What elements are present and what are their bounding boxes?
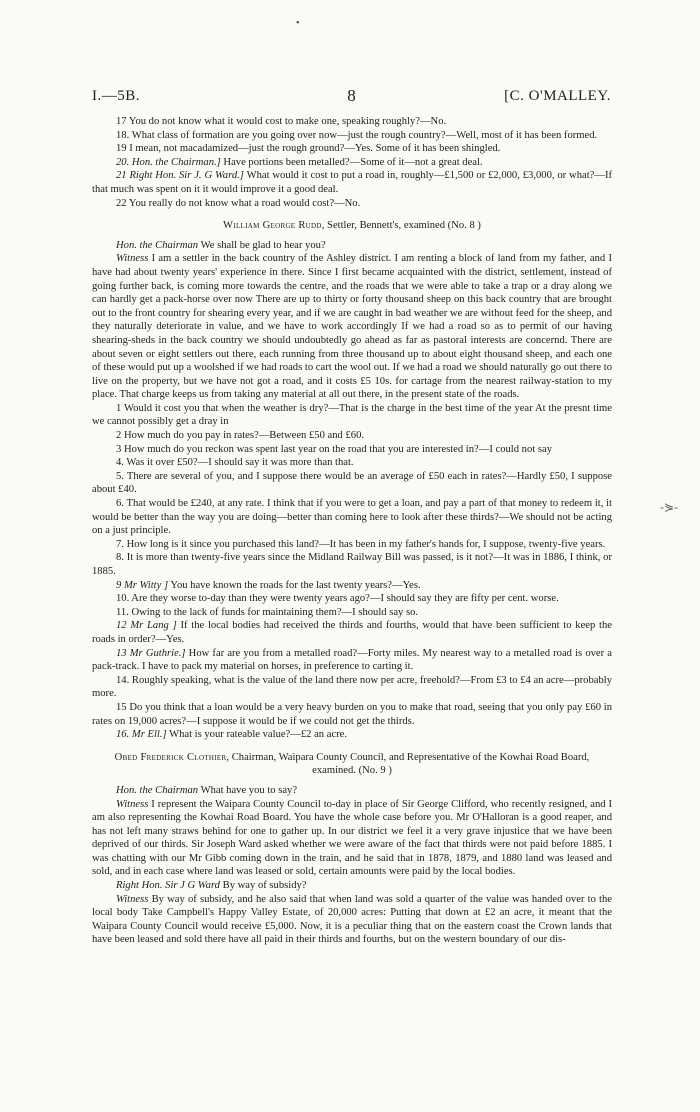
evidence-paragraph (92, 402, 612, 429)
evidence-paragraph (92, 252, 612, 402)
paragraph-text: 11. Owing to the lack of funds for maintaining them?—I should say so. (116, 606, 419, 618)
speaker-label: 9 Mr Witty ] (116, 579, 169, 591)
evidence-paragraph (92, 538, 612, 552)
page-header (92, 88, 611, 108)
witness-description: , Settler, Bennett's, examined (No. 8 ) (321, 220, 481, 232)
paragraph-text: You have known the roads for the last twenty years?—Yes. (168, 579, 421, 591)
paragraph-text: 2 How much do you pay in rates?—Between £50 and £60. (116, 430, 365, 442)
paragraph-text: If the local bodies had received the thirds and fourths, would that have been sufficient to keep the roads in order?—Yes. (92, 620, 612, 645)
evidence-paragraph (92, 798, 612, 880)
evidence-paragraph (92, 129, 612, 143)
evidence-paragraph (92, 606, 612, 620)
paragraph-text: 19 I mean, not macadamized—just the rough ground?—Yes. Some of it has been shingled. (116, 143, 501, 155)
paragraph-text: 22 You really do not know what a road would cost?—No. (116, 197, 361, 209)
speaker-label: 12 Mr Lang ] (116, 620, 177, 632)
paragraph-text: I am a settler in the back country of the Ashley district. I am renting a block of land from my father, and I have had about twenty years' experience in there. Since I first became acquainted with the district, settlement, instead of going further back, is coming more towards the centre, and the roads that we were able to take a trap or a dray along we can hardly get a pack-horse over now There are up to thirty or forty thousand sheep on this back country that are brought out to the front country for shearing every year, and if we are caught in bad weather we are without feed for the sheep, and they naturally deteriorate in value, and we have to work accordingly If we had a road so as to permit of our having shearing-sheds in the back country we should undoubtedly go ahead as far as pastoral interests are concernd. There are about seven or eight settlers out there, each running from three thousand up to about eight thousand sheep, and each one of these would put up a woolshed if we had roads to cart the wool out. If we had a road we should naturally go out there to live on the property, but we have not got a road, and it costs £5 10s. for cartage from the nearest railway-station to my place. That charge keeps us from taking any material at all out there, in the present state of the roads. (92, 253, 612, 401)
evidence-paragraph (92, 169, 612, 196)
speaker-label: Right Hon. Sir J G Ward (116, 880, 220, 892)
page-number: 8 (347, 86, 356, 105)
evidence-paragraph (92, 893, 612, 947)
clothier-evidence (92, 784, 612, 947)
evidence-paragraph (92, 592, 612, 606)
paragraph-text: 18. What class of formation are you going over now—just the rough country?—Well, most of it has been formed. (116, 129, 598, 141)
paragraph-text: 7. How long is it since you purchased this land?—It has been in my father's hands for, I suppose, twenty-five years. (116, 538, 606, 550)
paragraph-text: By way of subsidy, and he also said that when land was sold a quarter of the value was handed over to the local body Take Campbell's Happy Valley Estate, of 20,000 acres: Putting that down at £2 an acre, it meant that the Waipara County Council would receive £5,000. Now, it is a peculiar thing that on the eastern coast the Crown lands that have been leased and sold there have all paid in their thirds and fourths, but on the western boundary of our dis- (92, 893, 612, 946)
evidence-paragraph (92, 456, 612, 470)
paragraph-text: Have portions been metalled?—Some of it—not a great deal. (220, 156, 483, 168)
paragraph-text: 8. It is more than twenty-five years since the Midland Railway Bill was passed, is it not?—It was in 1886, I think, or 1885. (92, 552, 612, 577)
paragraph-text: 10. Are they worse to-day than they were twenty years ago?—I should say they are fifty per cent. worse. (116, 593, 559, 605)
continued-questions (92, 115, 612, 210)
evidence-paragraph (92, 470, 612, 497)
witness-name: William George Rudd (223, 220, 322, 232)
speaker-label: Witness (116, 893, 149, 905)
paragraph-text: 15 Do you think that a loan would be a very heavy burden on you to make that road, seeing that you only pay £60 in rates on 19,000 acres?—I suppose it would be if we could not get the thirds. (92, 701, 612, 727)
evidence-paragraph (92, 443, 612, 457)
paragraph-text: 5. There are several of you, and I suppose there would be an average of £50 each in rates?—Hardly £50, I suppose about £40. (92, 470, 612, 496)
rudd-evidence (92, 239, 612, 742)
witness-name: Obed Frederick Clothier (114, 751, 227, 763)
evidence-paragraph (92, 429, 612, 443)
page-body (92, 115, 612, 947)
evidence-paragraph (92, 239, 612, 253)
speaker-label: Witness (116, 798, 149, 810)
evidence-paragraph (92, 579, 612, 593)
evidence-paragraph (92, 784, 612, 798)
paragraph-text: 3 How much do you reckon was spent last year on the road that you are interested in?—I could not say (116, 443, 552, 455)
evidence-paragraph (92, 551, 612, 578)
evidence-paragraph (92, 619, 612, 646)
evidence-paragraph (92, 647, 612, 674)
evidence-paragraph (92, 497, 612, 538)
evidence-paragraph (92, 879, 612, 893)
document-reference: I.—5B. (92, 88, 140, 104)
witness-description: , Chairman, Waipara County Council, and Representative of the Kowhai Road Board, examined. (No. 9 ) (226, 751, 590, 777)
speaker-label: Hon. the Chairman (116, 239, 199, 251)
paragraph-text: What have you to say? (198, 784, 298, 796)
paragraph-text: 1 Would it cost you that when the weather is dry?—That is the charge in the best time of the year At the presnt time we cannot possibly get a dray in (92, 402, 612, 428)
top-dot-mark: • (296, 18, 300, 29)
evidence-paragraph (92, 197, 612, 211)
witness-heading (92, 219, 612, 233)
paragraph-text: What is your rateable value?—£2 an acre. (166, 729, 348, 741)
paragraph-text: 4. Was it over £50?—I should say it was more than that. (116, 457, 354, 469)
witness-heading (92, 751, 612, 778)
evidence-paragraph (92, 156, 612, 170)
evidence-paragraph (92, 674, 612, 701)
speaker-label: 21 Right Hon. Sir J. G Ward.] (116, 170, 244, 182)
speaker-label: 13 Mr Guthrie.] (116, 647, 186, 659)
paragraph-text: 14. Roughly speaking, what is the value of the land there now per acre, freehold?—From £3 to £4 an acre—probably more. (92, 674, 612, 700)
speaker-label: 20. Hon. the Chairman.] (116, 156, 221, 168)
paragraph-text: By way of subsidy? (219, 880, 307, 892)
speaker-label: Witness (116, 253, 149, 265)
evidence-paragraph (92, 701, 612, 728)
speaker-label: Hon. the Chairman (116, 784, 199, 796)
paragraph-text: What would it cost to put a road in, roughly—£1,500 or £2,000, £3,000, or what?—If that much was spent on it it would improve it a good deal. (92, 170, 612, 195)
paragraph-text: I represent the Waipara County Council to-day in place of Sir George Clifford, who recently resigned, and I am also representing the Kowhai Road Board. You have the whole case before you. Mr O'Halloran is a good reaper, and has not left many straws behind for one to gather up. In our district we feel it a very grave injustice that we have been deprived of our thirds. Sir Joseph Ward asked whether we were aware of the fact that thirds were not paid before 1885. I was chatting with our Mr Gibb coming down in the train, and he said that in 1878, 1879, and 1880 land was leased and sold, and in each case where land was leased or sold, certain amounts were paid by the local bodies. (92, 798, 612, 878)
witness-reference: [C. O'MALLEY. (504, 88, 611, 104)
evidence-paragraph (92, 142, 612, 156)
speaker-label: 16. Mr Ell.] (116, 729, 167, 741)
paragraph-text: 6. That would be £240, at any rate. I think that if you were to get a loan, and pay a part of that money to redeem it, it would be better than the way you are doing—better than coming here to look after these thirds?—We should not be acting on a just principle. (92, 498, 612, 537)
paragraph-text: 17 You do not know what it would cost to make one, speaking roughly?—No. (116, 116, 447, 127)
paragraph-text: We shall be glad to hear you? (198, 239, 326, 251)
evidence-paragraph (92, 115, 612, 129)
evidence-paragraph (92, 728, 612, 742)
margin-mark: -⋟- (660, 500, 679, 514)
paragraph-text: How far are you from a metalled road?—Forty miles. My nearest way to a metalled road is over a pack-track. I have to pack my material on horses, in preference to carting it. (92, 647, 612, 673)
